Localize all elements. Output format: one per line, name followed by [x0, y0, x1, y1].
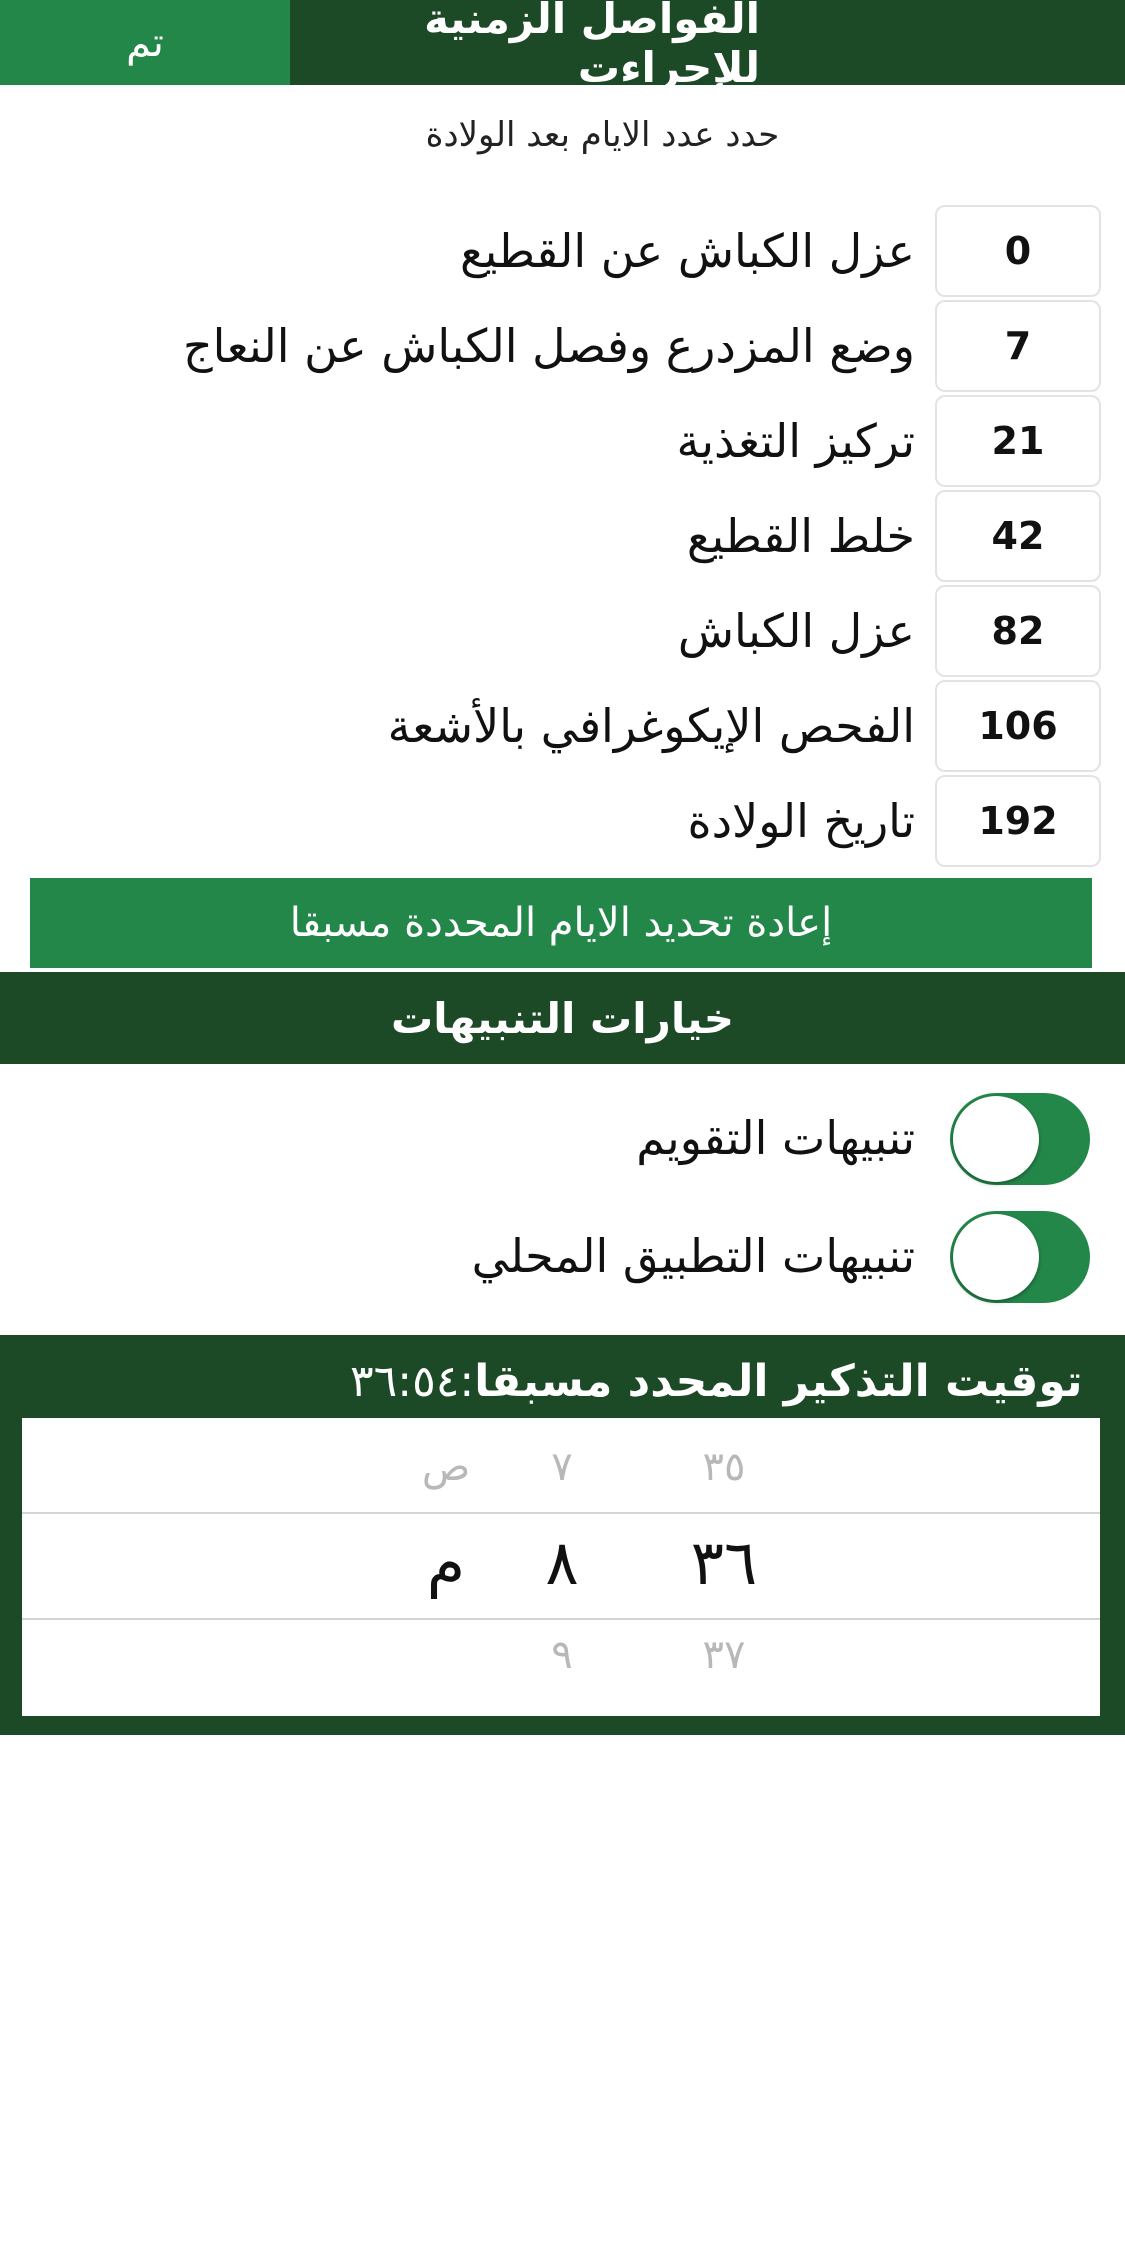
- picker-period-prev[interactable]: ص: [421, 1444, 471, 1490]
- alert-option-row: [0, 1206, 1125, 1306]
- days-input[interactable]: [935, 300, 1101, 392]
- interval-instructions: حدد عدد الايام بعد الولادة: [425, 115, 780, 155]
- days-input[interactable]: [935, 395, 1101, 487]
- alert-option-label: تنبيهات التقويم: [636, 1111, 915, 1165]
- picker-selection-line: [22, 1512, 1100, 1514]
- interval-label: الفحص الإيكوغرافي بالأشعة: [387, 699, 915, 753]
- interval-row: [0, 490, 1125, 582]
- interval-label: عزل الكباش: [677, 604, 915, 658]
- interval-label: تركيز التغذية: [676, 414, 915, 468]
- interval-row: [0, 395, 1125, 487]
- days-input[interactable]: [935, 775, 1101, 867]
- days-input[interactable]: [935, 205, 1101, 297]
- picker-period-selected[interactable]: م: [426, 1526, 466, 1599]
- reminder-time-value: :٣٦:٥٤: [350, 1355, 475, 1407]
- interval-label: تاريخ الولادة: [687, 794, 915, 848]
- reset-defaults-button[interactable]: إعادة تحديد الايام المحددة مسبقا: [30, 878, 1092, 968]
- picker-selection-line: [22, 1618, 1100, 1620]
- done-button[interactable]: تم: [0, 0, 290, 85]
- local-app-alerts-toggle[interactable]: [950, 1211, 1090, 1303]
- reminder-title-text: توقيت التذكير المحدد مسبقا: [474, 1355, 1083, 1407]
- days-input[interactable]: [935, 585, 1101, 677]
- interval-row: [0, 205, 1125, 297]
- alert-option-row: [0, 1088, 1125, 1188]
- days-input[interactable]: [935, 680, 1101, 772]
- calendar-alerts-toggle[interactable]: [950, 1093, 1090, 1185]
- picker-hour-selected[interactable]: ٨: [545, 1526, 579, 1599]
- page-title: الفواصل الزمنية للإجراءت: [424, 0, 760, 92]
- interval-row: [0, 680, 1125, 772]
- picker-minute-selected[interactable]: ٣٦: [690, 1526, 758, 1599]
- alert-option-label: تنبيهات التطبيق المحلي: [471, 1229, 915, 1283]
- time-picker[interactable]: [22, 1418, 1100, 1716]
- picker-minute-prev[interactable]: ٣٥: [702, 1444, 746, 1490]
- interval-label: خلط القطيع: [686, 509, 915, 563]
- toggle-knob: [953, 1096, 1039, 1182]
- days-input[interactable]: [935, 490, 1101, 582]
- interval-label: وضع المزدرع وفصل الكباش عن النعاج: [182, 319, 915, 373]
- interval-row: [0, 585, 1125, 677]
- picker-minute-next[interactable]: ٣٧: [702, 1632, 746, 1678]
- picker-hour-prev[interactable]: ٧: [551, 1444, 573, 1490]
- alerts-section-header: خيارات التنبيهات: [0, 972, 1125, 1064]
- interval-label: عزل الكباش عن القطيع: [460, 224, 915, 278]
- reminder-title: [350, 1345, 1082, 1417]
- toggle-knob: [953, 1214, 1039, 1300]
- picker-hour-next[interactable]: ٩: [551, 1632, 573, 1678]
- top-bar: [0, 0, 1125, 92]
- interval-row: [0, 300, 1125, 392]
- interval-row: [0, 775, 1125, 867]
